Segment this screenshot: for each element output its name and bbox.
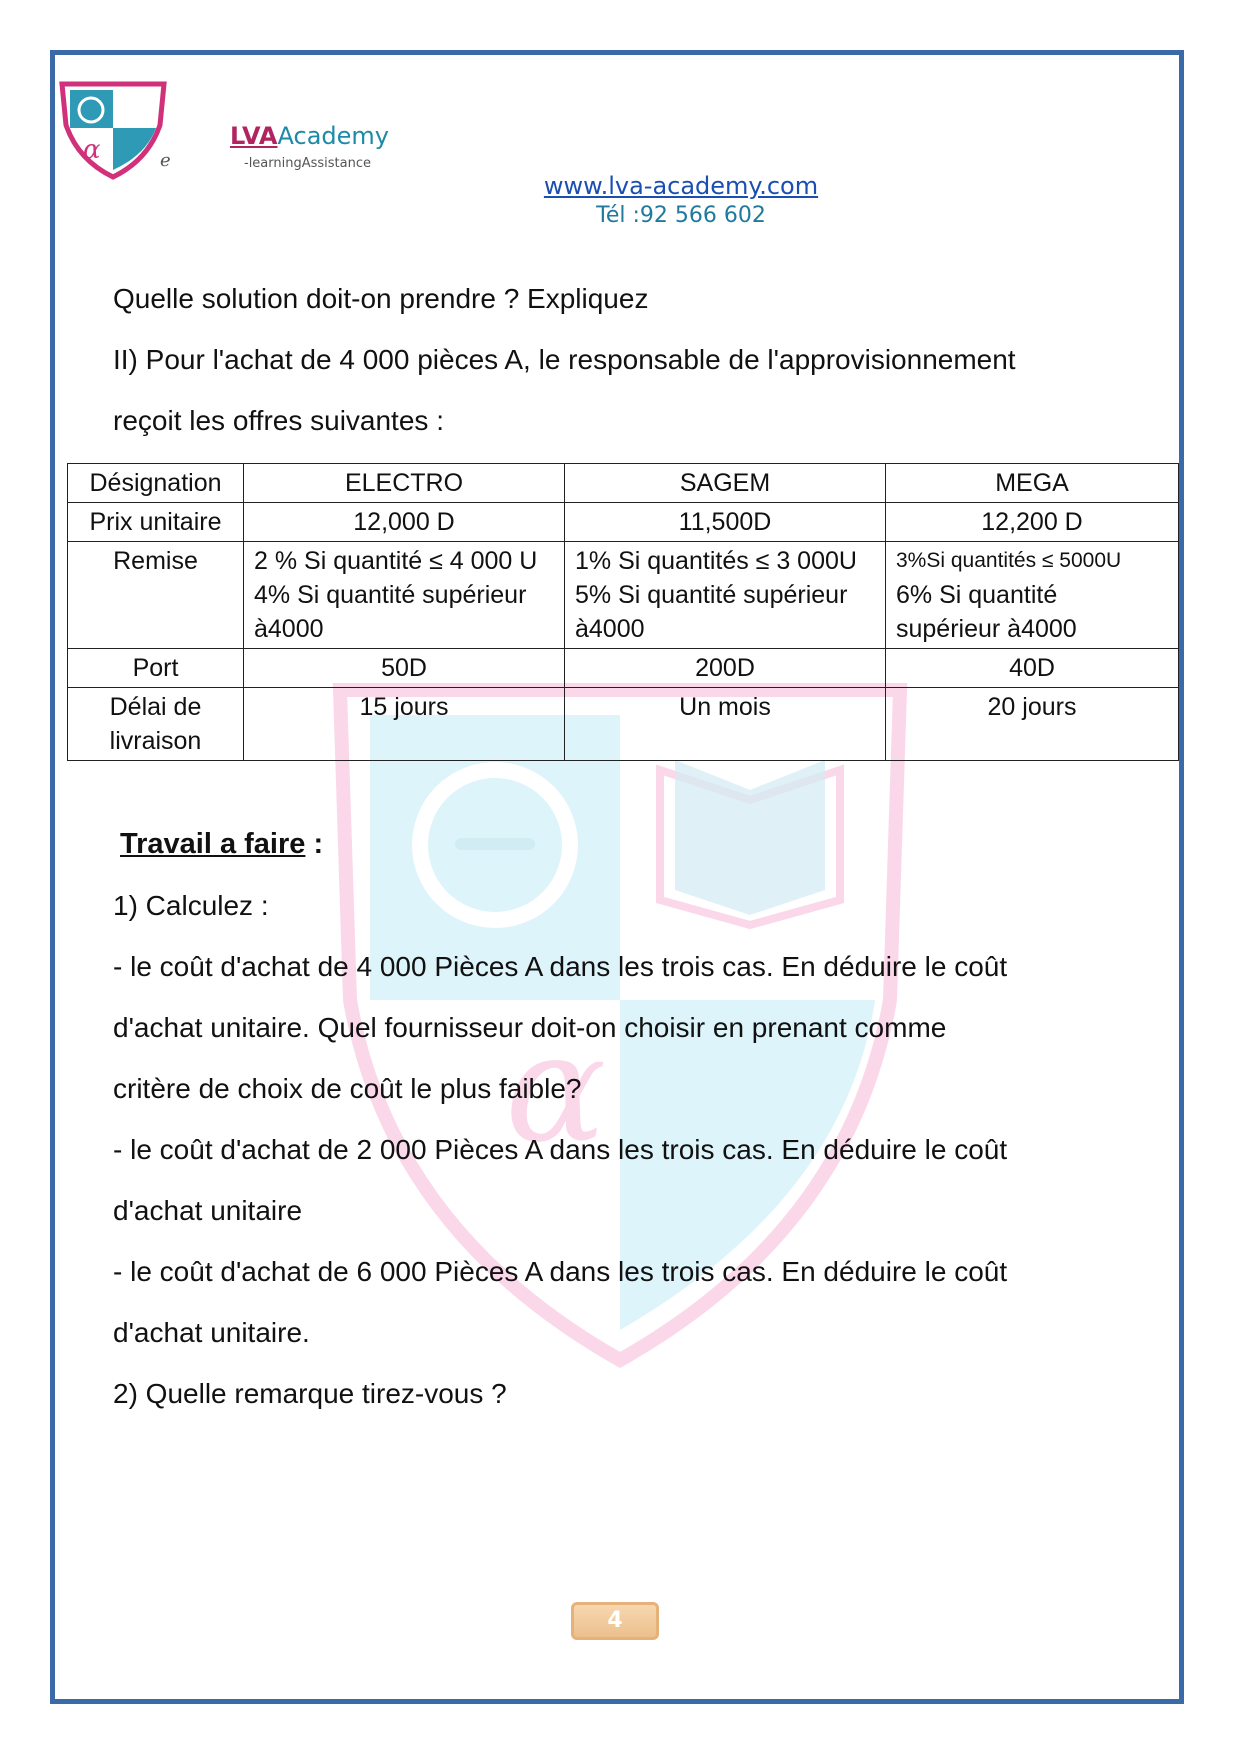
remise-line: 4% Si quantité supérieur xyxy=(254,581,527,609)
website-link[interactable]: www.lva-academy.com xyxy=(543,172,819,200)
offers-table xyxy=(67,463,1179,761)
svg-text:α: α xyxy=(83,135,101,165)
table-row xyxy=(68,688,1179,761)
intro-line-2: II) Pour l'achat de 4 000 pièces A, le responsable de l'approvisionnement xyxy=(113,344,1016,375)
remise-line: supérieur à4000 xyxy=(896,615,1077,643)
task-line: - le coût d'achat de 6 000 Pièces A dans les trois cas. En déduire le coût xyxy=(113,1256,1008,1287)
remise-line: à4000 xyxy=(254,615,324,643)
task-line: critère de choix de coût le plus faible? xyxy=(113,1073,582,1104)
table-row xyxy=(68,542,1179,649)
task-line: d'achat unitaire. xyxy=(113,1317,310,1348)
task-line: 1) Calculez : xyxy=(113,890,269,921)
task-line: 2) Quelle remarque tirez-vous ? xyxy=(113,1378,507,1409)
table-cell: 11,500D xyxy=(565,503,886,542)
delai-label: livraison xyxy=(109,727,202,755)
brand-name xyxy=(230,122,389,150)
delai-label: Délai de xyxy=(109,693,202,721)
section-title-colon: : xyxy=(305,828,324,860)
section-title xyxy=(120,828,323,861)
remise-line: 3%Si quantités ≤ 5000U xyxy=(896,549,1122,572)
brand-lva: LVA xyxy=(230,122,278,150)
table-cell: ELECTRO xyxy=(244,464,565,503)
table-cell xyxy=(244,542,565,649)
table-header-row xyxy=(68,464,1179,503)
task-line: - le coût d'achat de 4 000 Pièces A dans les trois cas. En déduire le coût xyxy=(113,951,1008,982)
task-line: - le coût d'achat de 2 000 Pièces A dans les trois cas. En déduire le coût xyxy=(113,1134,1008,1165)
table-cell: MEGA xyxy=(886,464,1179,503)
table-row xyxy=(68,503,1179,542)
table-cell: 12,000 D xyxy=(244,503,565,542)
table-cell xyxy=(565,542,886,649)
phone-number: Tél :92 566 602 xyxy=(596,203,766,228)
task-line: d'achat unitaire. Quel fournisseur doit-on choisir en prenant comme xyxy=(113,1012,947,1043)
table-cell: Désignation xyxy=(68,464,244,503)
brand-tagline: -learningAssistance xyxy=(244,156,371,171)
table-cell: Un mois xyxy=(565,688,886,761)
table-cell: Remise xyxy=(68,542,244,649)
remise-line: 5% Si quantité supérieur xyxy=(575,581,848,609)
question-line: Quelle solution doit-on prendre ? Expliquez xyxy=(113,283,649,314)
table-row xyxy=(68,649,1179,688)
remise-line: 2 % Si quantité ≤ 4 000 U xyxy=(254,547,538,575)
lva-academy-logo xyxy=(58,80,168,180)
page-number: 4 xyxy=(571,1602,659,1640)
table-cell: 15 jours xyxy=(244,688,565,761)
table-cell: 12,200 D xyxy=(886,503,1179,542)
remise-line: 6% Si quantité xyxy=(896,581,1058,609)
table-cell: Prix unitaire xyxy=(68,503,244,542)
task-line: d'achat unitaire xyxy=(113,1195,303,1226)
table-cell: 20 jours xyxy=(886,688,1179,761)
table-cell xyxy=(886,542,1179,649)
intro-line-3: reçoit les offres suivantes : xyxy=(113,405,444,436)
section-title-text: Travail a faire xyxy=(120,828,306,860)
table-cell: 200D xyxy=(565,649,886,688)
table-cell xyxy=(68,688,244,761)
remise-line: 1% Si quantités ≤ 3 000U xyxy=(575,547,857,575)
table-cell: 50D xyxy=(244,649,565,688)
svg-text:α: α xyxy=(505,1002,607,1176)
logo-e-mark: e xyxy=(160,150,171,171)
table-cell: Port xyxy=(68,649,244,688)
remise-line: à4000 xyxy=(575,615,645,643)
table-cell: 40D xyxy=(886,649,1179,688)
table-cell: SAGEM xyxy=(565,464,886,503)
brand-academy: Academy xyxy=(277,122,389,150)
